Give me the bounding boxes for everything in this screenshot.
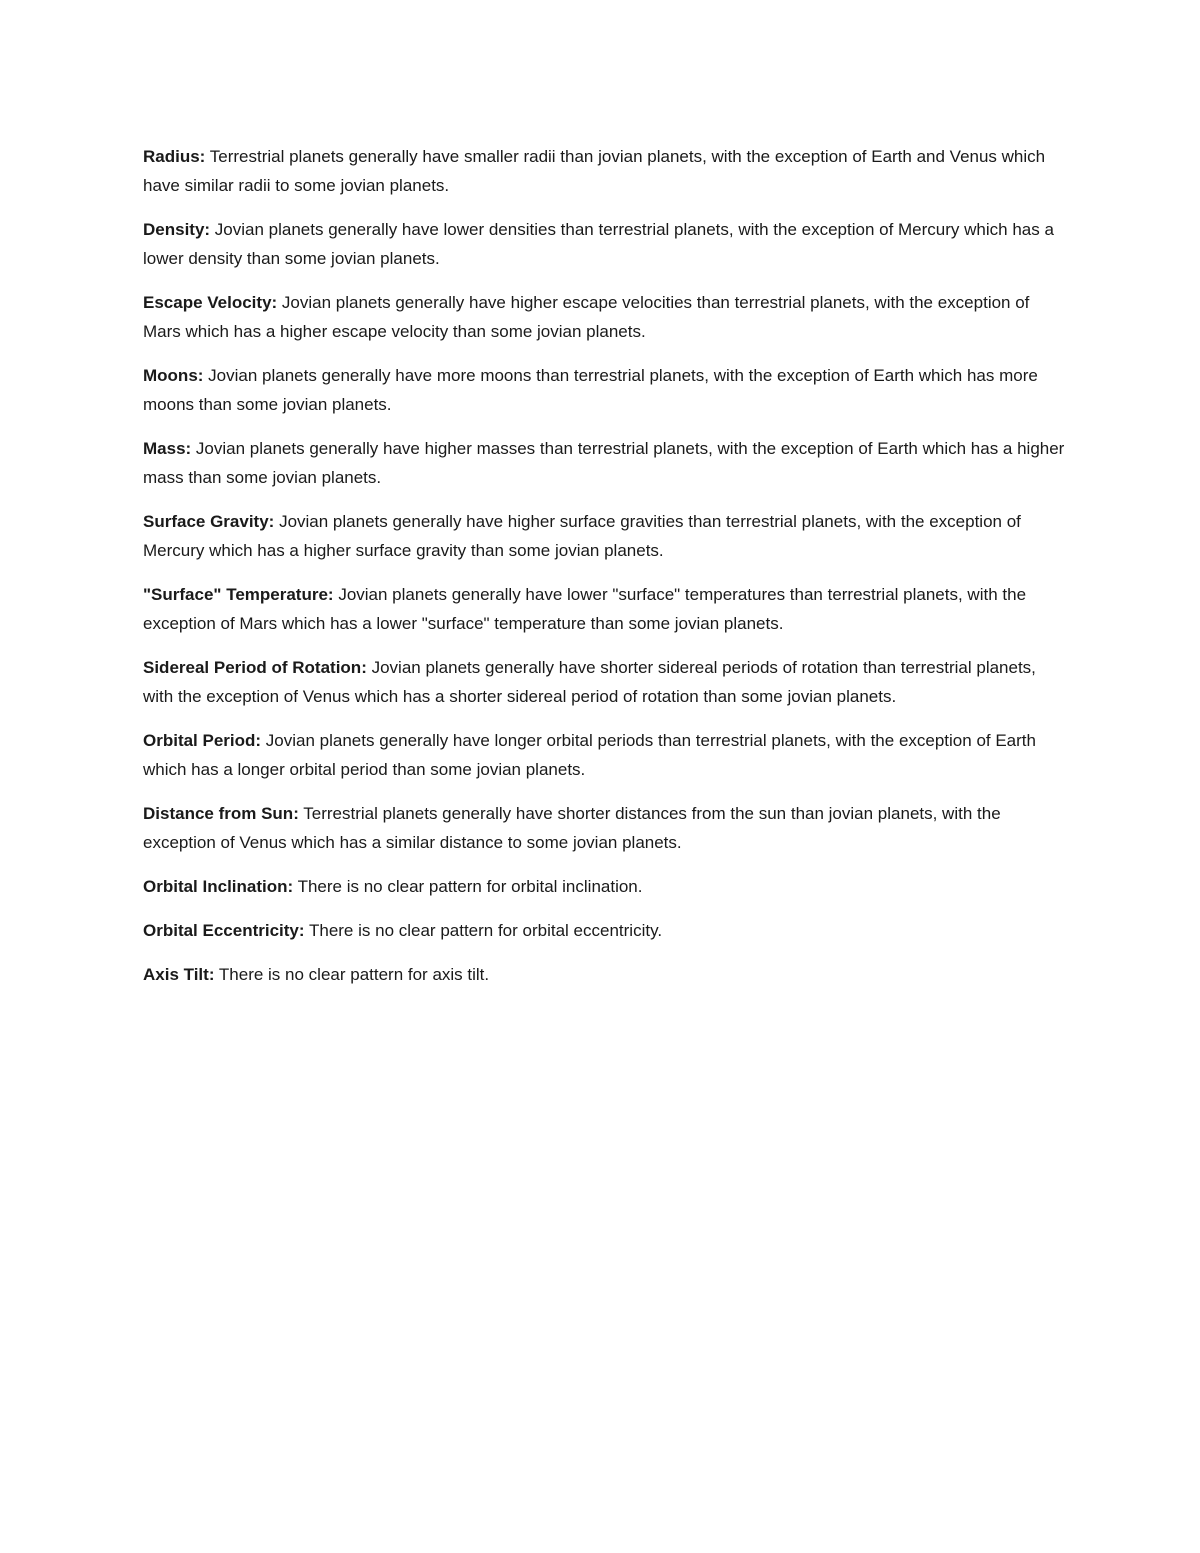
paragraph-distance-from-sun bbox=[143, 799, 1068, 857]
paragraph-text: Jovian planets generally have higher masses than terrestrial planets, with the exception of Earth which has a higher mass than some jovian planets. bbox=[143, 439, 1065, 487]
paragraph-text: There is no clear pattern for axis tilt. bbox=[214, 965, 490, 984]
term-label: Escape Velocity: bbox=[143, 293, 278, 312]
paragraph-density bbox=[143, 215, 1068, 273]
paragraph-surface-gravity bbox=[143, 507, 1068, 565]
term-label: Moons: bbox=[143, 366, 204, 385]
paragraph-text: There is no clear pattern for orbital eccentricity. bbox=[304, 921, 663, 940]
paragraph-text: Jovian planets generally have longer orbital periods than terrestrial planets, with the exception of Earth which has a longer orbital period than some jovian planets. bbox=[143, 731, 1036, 779]
paragraph-orbital-period bbox=[143, 726, 1068, 784]
paragraph-text: Jovian planets generally have higher escape velocities than terrestrial planets, with the exception of Mars which has a higher escape velocity than some jovian planets. bbox=[143, 293, 1030, 341]
paragraph-axis-tilt bbox=[143, 960, 1068, 989]
paragraph-text: There is no clear pattern for orbital inclination. bbox=[293, 877, 643, 896]
document-body bbox=[143, 142, 1068, 1004]
term-label: Distance from Sun: bbox=[143, 804, 299, 823]
term-label: Density: bbox=[143, 220, 211, 239]
term-label: Axis Tilt: bbox=[143, 965, 215, 984]
term-label: Orbital Eccentricity: bbox=[143, 921, 305, 940]
term-label: Orbital Inclination: bbox=[143, 877, 294, 896]
paragraph-text: Jovian planets generally have more moons than terrestrial planets, with the exception of Earth which has more moons than some jovian planets. bbox=[143, 366, 1038, 414]
paragraph-text: Jovian planets generally have lower densities than terrestrial planets, with the exception of Mercury which has a lower density than some jovian planets. bbox=[143, 220, 1054, 268]
term-label: "Surface" Temperature: bbox=[143, 585, 334, 604]
paragraph-text: Terrestrial planets generally have smaller radii than jovian planets, with the exception of Earth and Venus which have similar radii to some jovian planets. bbox=[143, 147, 1046, 195]
term-label: Orbital Period: bbox=[143, 731, 262, 750]
paragraph-orbital-eccentricity bbox=[143, 916, 1068, 945]
term-label: Sidereal Period of Rotation: bbox=[143, 658, 367, 677]
paragraph-sidereal-period bbox=[143, 653, 1068, 711]
paragraph-text: Terrestrial planets generally have shorter distances from the sun than jovian planets, with the exception of Venus which has a similar distance to some jovian planets. bbox=[143, 804, 1001, 852]
paragraph-text: Jovian planets generally have lower "surface" temperatures than terrestrial planets, with the exception of Mars which has a lower "surface" temperature than some jovian planets. bbox=[143, 585, 1027, 633]
term-label: Surface Gravity: bbox=[143, 512, 275, 531]
term-label: Mass: bbox=[143, 439, 192, 458]
paragraph-escape-velocity bbox=[143, 288, 1068, 346]
paragraph-text: Jovian planets generally have shorter sidereal periods of rotation than terrestrial planets, with the exception of Venus which has a shorter sidereal period of rotation than some jovian planets. bbox=[143, 658, 1036, 706]
paragraph-orbital-inclination bbox=[143, 872, 1068, 901]
paragraph-surface-temperature bbox=[143, 580, 1068, 638]
paragraph-moons bbox=[143, 361, 1068, 419]
paragraph-radius bbox=[143, 142, 1068, 200]
paragraph-text: Jovian planets generally have higher surface gravities than terrestrial planets, with the exception of Mercury which has a higher surface gravity than some jovian planets. bbox=[143, 512, 1021, 560]
term-label: Radius: bbox=[143, 147, 206, 166]
paragraph-mass bbox=[143, 434, 1068, 492]
